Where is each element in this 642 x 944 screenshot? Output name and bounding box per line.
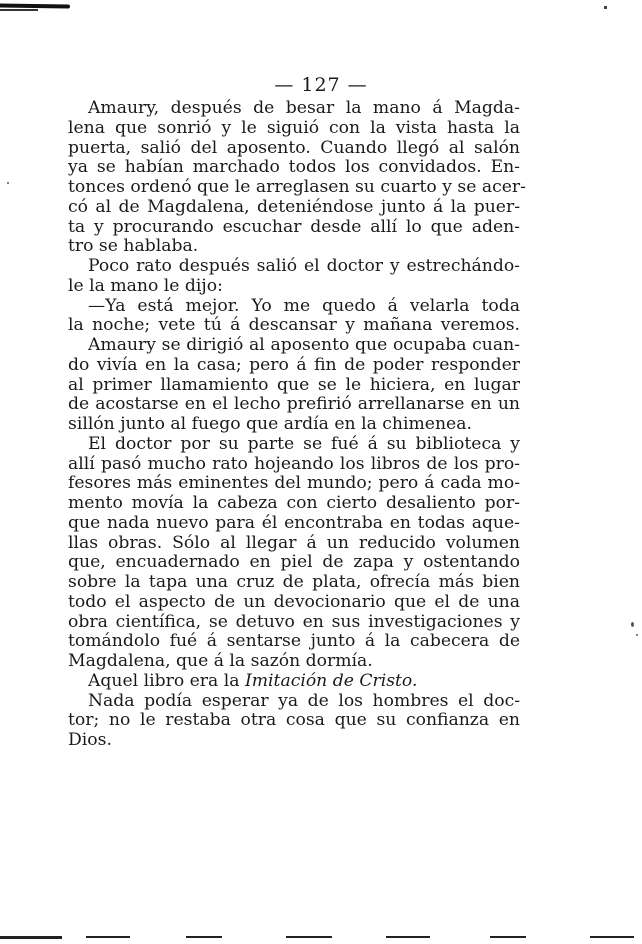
text-line: Amaury, después de besar la mano á Magda- xyxy=(88,98,520,118)
text-line: que nada nuevo para él encontraba en todas aque- xyxy=(68,512,520,533)
book-title-italic: Imitación de Cristo. xyxy=(244,670,418,691)
text-line: mento movía la cabeza con cierto desaliento por- xyxy=(68,493,520,513)
page-number: — 127 — xyxy=(274,74,368,96)
scan-bottom-mark xyxy=(590,936,634,938)
text-line: có al de Magdalena, deteniéndose junto á la puer- xyxy=(68,196,520,217)
scan-speck xyxy=(631,622,634,627)
text-line: Magdalena, que á la sazón dormía. xyxy=(68,651,373,671)
text-line xyxy=(68,672,520,692)
text-line: allí pasó mucho rato hojeando los libros de los pro- xyxy=(68,453,520,474)
text-line: llas obras. Sólo al llegar á un reducido volumen xyxy=(68,532,520,553)
text-line: ya se habían marchado todos los convidados. En- xyxy=(68,157,520,178)
scan-speck xyxy=(7,182,9,184)
text-line: lena que sonrió y le siguió con la vista hasta la xyxy=(68,117,520,138)
scan-edge-mark xyxy=(0,4,70,9)
text-line: al primer llamamiento que se le hiciera, en lugar xyxy=(68,374,520,395)
text-line: Amaury se dirigió al aposento que ocupaba cuan- xyxy=(88,335,520,355)
text-line: do vivía en la casa; pero á fin de poder responder xyxy=(68,354,520,375)
scan-bottom-mark xyxy=(0,936,62,939)
text-line: tonces ordenó que le arreglasen su cuarto y se acer- xyxy=(68,177,526,197)
text-line: tomándolo fué á sentarse junto á la cabecera de xyxy=(68,631,520,652)
text-line: ta y procurando escuchar desde allí lo que aden- xyxy=(68,216,520,237)
text-line: le la mano le dijo: xyxy=(68,275,223,296)
scan-bottom-mark xyxy=(86,936,130,938)
text-line: tro se hablaba. xyxy=(68,236,199,257)
text-line: todo el aspecto de un devocionario que el de una xyxy=(68,591,520,612)
text-line: tor; no le restaba otra cosa que su confianza en xyxy=(68,710,520,731)
scan-edge-mark-secondary xyxy=(0,9,38,11)
scan-bottom-mark xyxy=(286,936,332,938)
body-text xyxy=(68,98,526,751)
text-line: Poco rato después salió el doctor y estrechándo- xyxy=(88,256,520,276)
text-line: obra científica, se detuvo en sus investigaciones y xyxy=(68,611,520,632)
text-line: que, encuadernado en piel de zapa y ostentando xyxy=(68,552,520,573)
text-line: de acostarse en el lecho prefirió arrellanarse en un xyxy=(68,394,520,415)
scan-speck xyxy=(636,634,638,636)
text-line: puerta, salió del aposento. Cuando llegó al salón xyxy=(68,137,520,158)
text-line: sillón junto al fuego que ardía en la chimenea. xyxy=(68,414,472,434)
text-line: fesores más eminentes del mundo; pero á cada mo- xyxy=(68,473,520,494)
text-line: Dios. xyxy=(68,730,112,750)
text-line: —Ya está mejor. Yo me quedo á velarla toda xyxy=(88,295,520,316)
text-line: Nada podía esperar ya de los hombres el doc- xyxy=(88,690,520,711)
text-run: Aquel libro era la xyxy=(88,670,245,691)
text-line: sobre la tapa una cruz de plata, ofrecía más bien xyxy=(68,572,520,592)
text-line: la noche; vete tú á descansar y mañana veremos. xyxy=(68,315,520,336)
scan-corner-speck xyxy=(604,6,607,9)
text-line: El doctor por su parte se fué á su biblioteca y xyxy=(88,433,520,454)
scan-bottom-mark xyxy=(386,936,430,938)
scan-bottom-mark xyxy=(490,936,526,938)
scan-bottom-mark xyxy=(186,936,222,938)
